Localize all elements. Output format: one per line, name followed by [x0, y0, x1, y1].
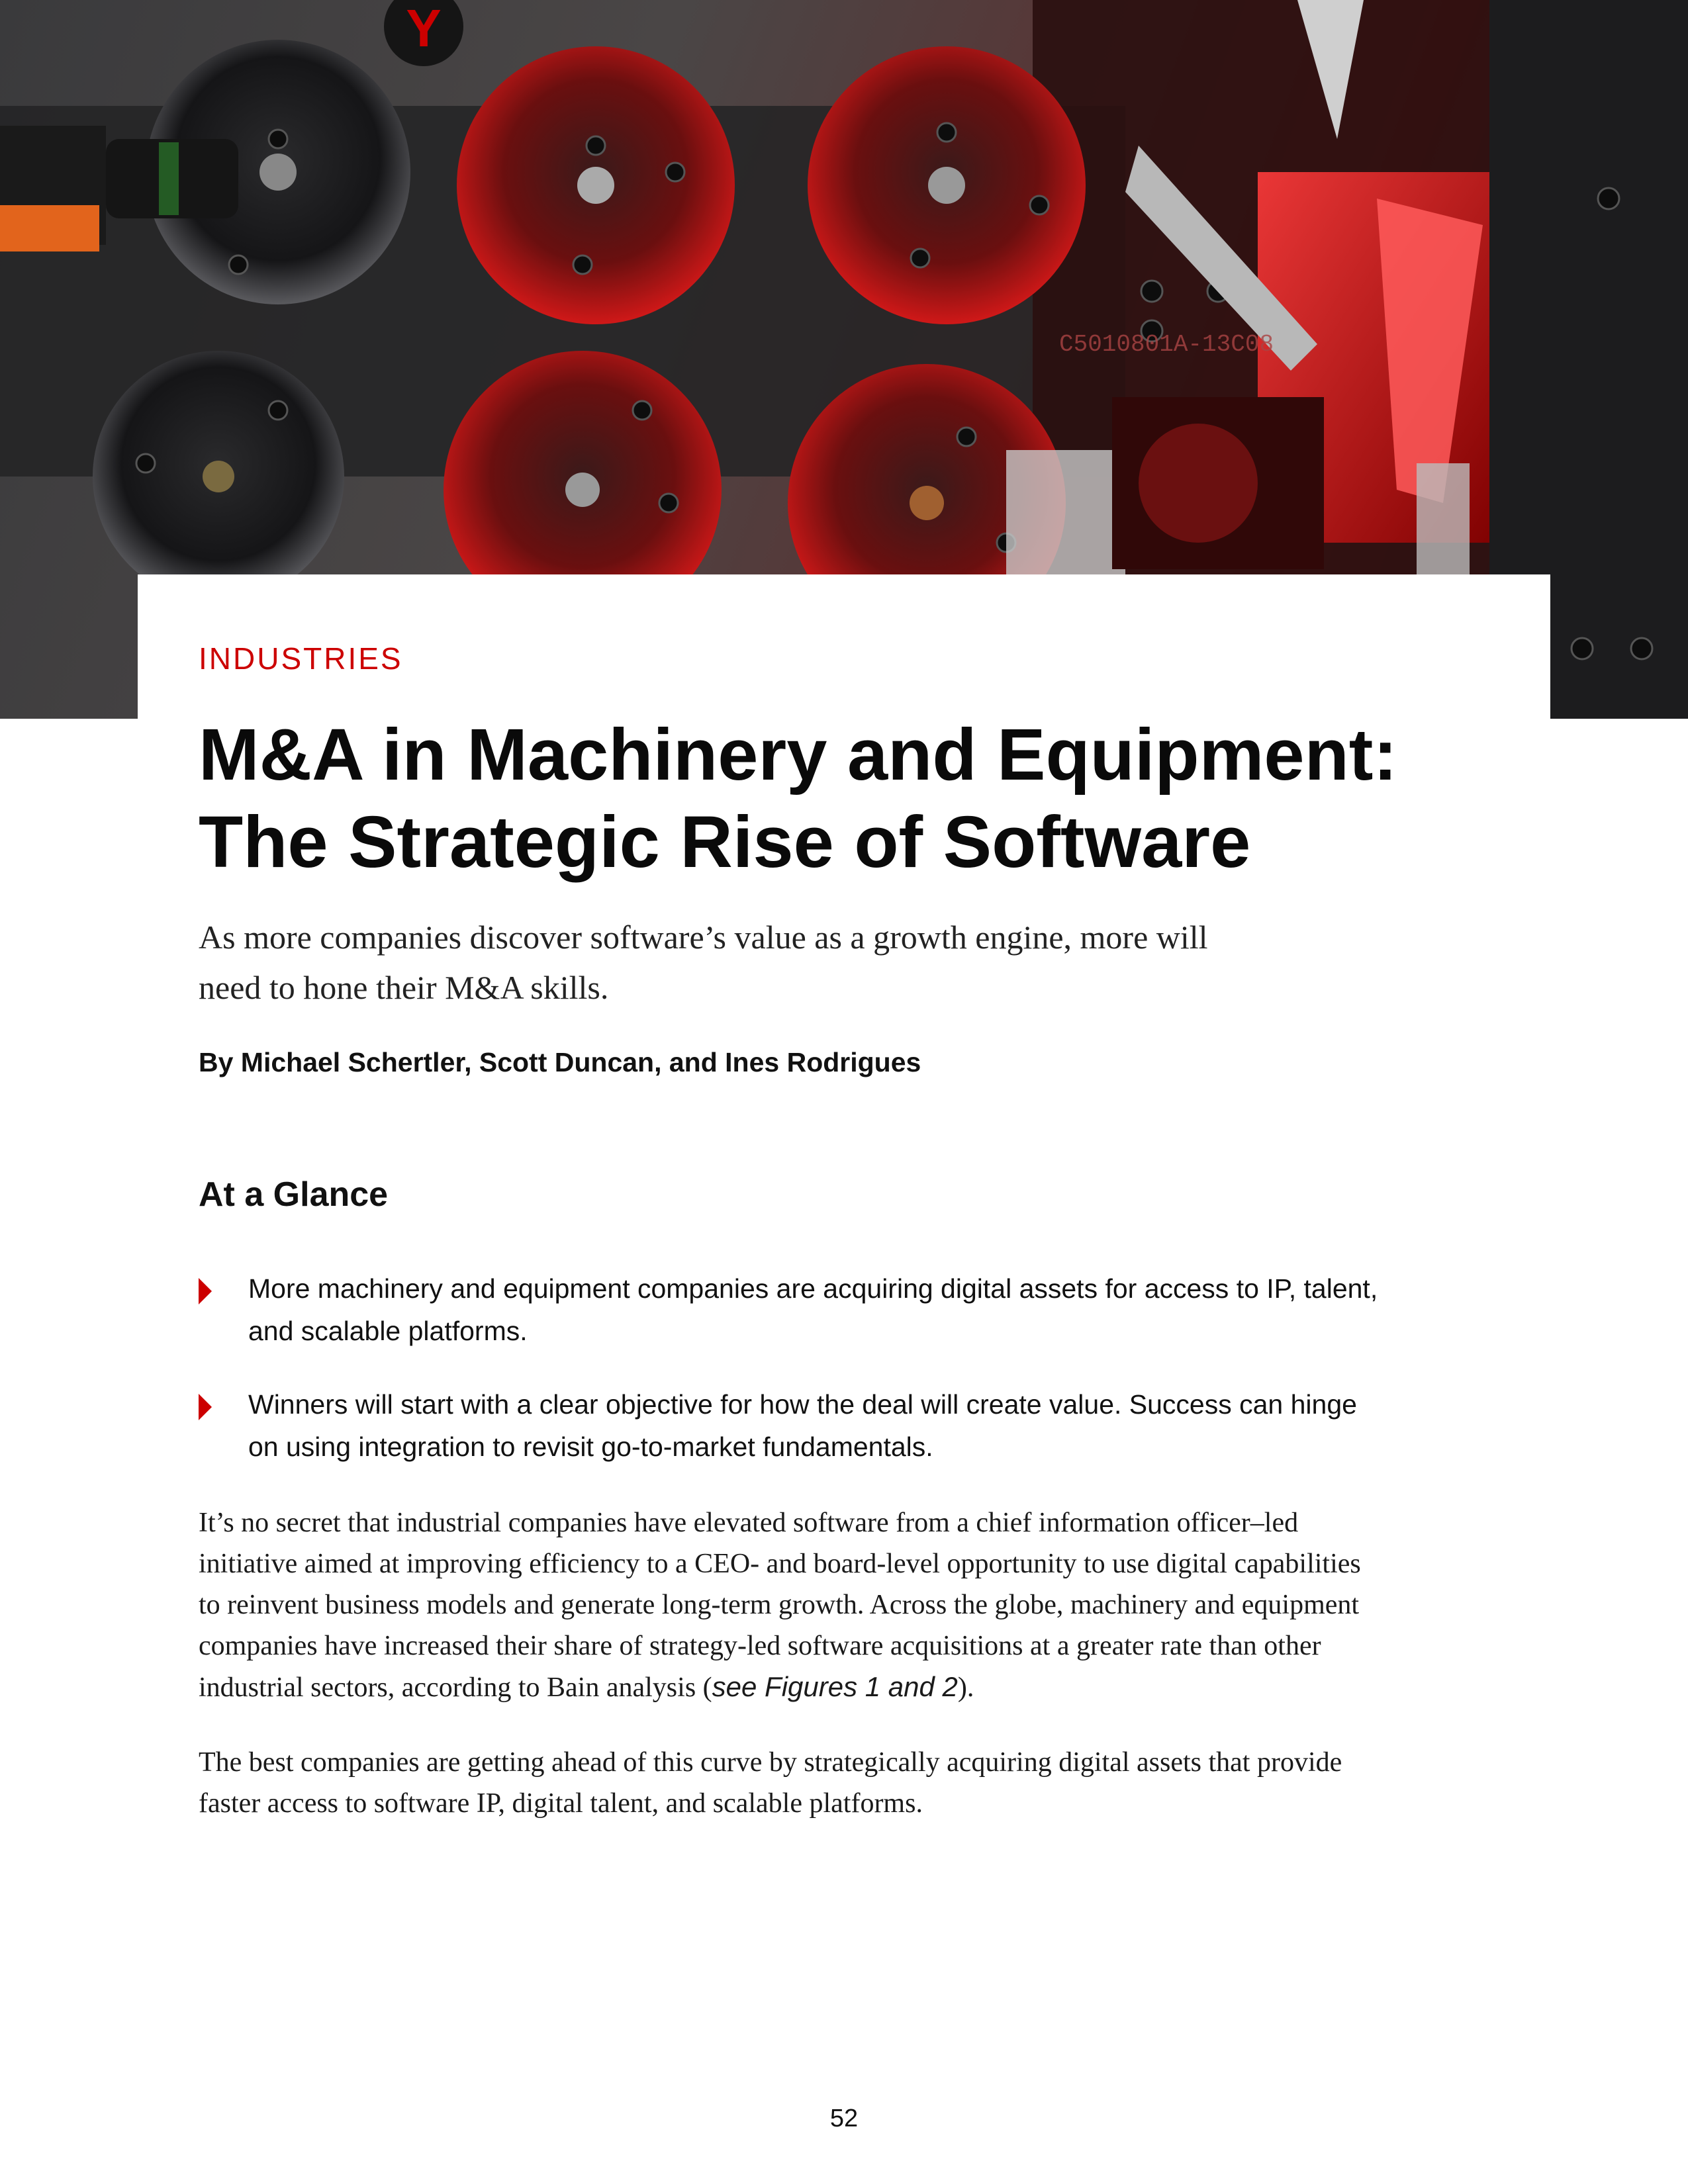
body-paragraph-2 — [199, 1742, 1496, 1824]
glance-bullet-2 — [199, 1383, 1496, 1468]
bullet-line: and scalable platforms. — [248, 1316, 528, 1346]
svg-text:Y: Y — [406, 0, 442, 58]
machine-label: C5010801A-13C08 — [1059, 331, 1274, 358]
figure-reference-link[interactable]: see Figures 1 and 2 — [712, 1671, 958, 1702]
bullet-text — [248, 1267, 1496, 1352]
paragraph-line: It’s no secret that industrial companies have elevated software from a chief information officer–led — [199, 1508, 1299, 1538]
bullet-line: More machinery and equipment companies are acquiring digital assets for access to IP, talent, — [248, 1273, 1378, 1304]
paragraph-line: industrial sectors, according to Bain analysis ( — [199, 1672, 712, 1703]
glance-bullet-1 — [199, 1267, 1496, 1352]
bullet-arrow-icon — [199, 1278, 212, 1304]
title-line-1: M&A in Machinery and Equipment: — [199, 714, 1398, 796]
paragraph-line: to reinvent business models and generate long-term growth. Across the globe, machinery and equipment — [199, 1590, 1360, 1620]
body-paragraph-1 — [199, 1502, 1496, 1708]
bullet-line: Winners will start with a clear objective for how the deal will create value. Success can hinge — [248, 1389, 1357, 1420]
bullet-arrow-icon — [199, 1394, 212, 1420]
section-kicker[interactable]: INDUSTRIES — [199, 641, 403, 676]
byline: By Michael Schertler, Scott Duncan, and Ines Rodrigues — [199, 1047, 921, 1077]
dek-line-2: need to hone their M&A skills. — [199, 969, 609, 1006]
article-dek — [199, 912, 1357, 1013]
paragraph-punctuation: ). — [957, 1672, 974, 1703]
article-title — [199, 711, 1523, 886]
paragraph-line: initiative aimed at improving efficiency to a CEO- and board-level opportunity to use digital capabilities — [199, 1549, 1361, 1579]
paragraph-line: companies have increased their share of strategy-led software acquisitions at a greater rate than other — [199, 1631, 1321, 1661]
page-number: 52 — [829, 2105, 859, 2132]
paragraph-line: faster access to software IP, digital talent, and scalable platforms. — [199, 1788, 923, 1819]
bullet-line: on using integration to revisit go-to-market fundamentals. — [248, 1432, 933, 1462]
at-a-glance-heading: At a Glance — [199, 1175, 389, 1214]
paragraph-line: The best companies are getting ahead of this curve by strategically acquiring digital assets that provide — [199, 1747, 1342, 1778]
dek-line-1: As more companies discover software’s value as a growth engine, more will — [199, 919, 1208, 956]
bullet-text — [248, 1383, 1496, 1468]
title-line-2: The Strategic Rise of Software — [199, 801, 1251, 883]
